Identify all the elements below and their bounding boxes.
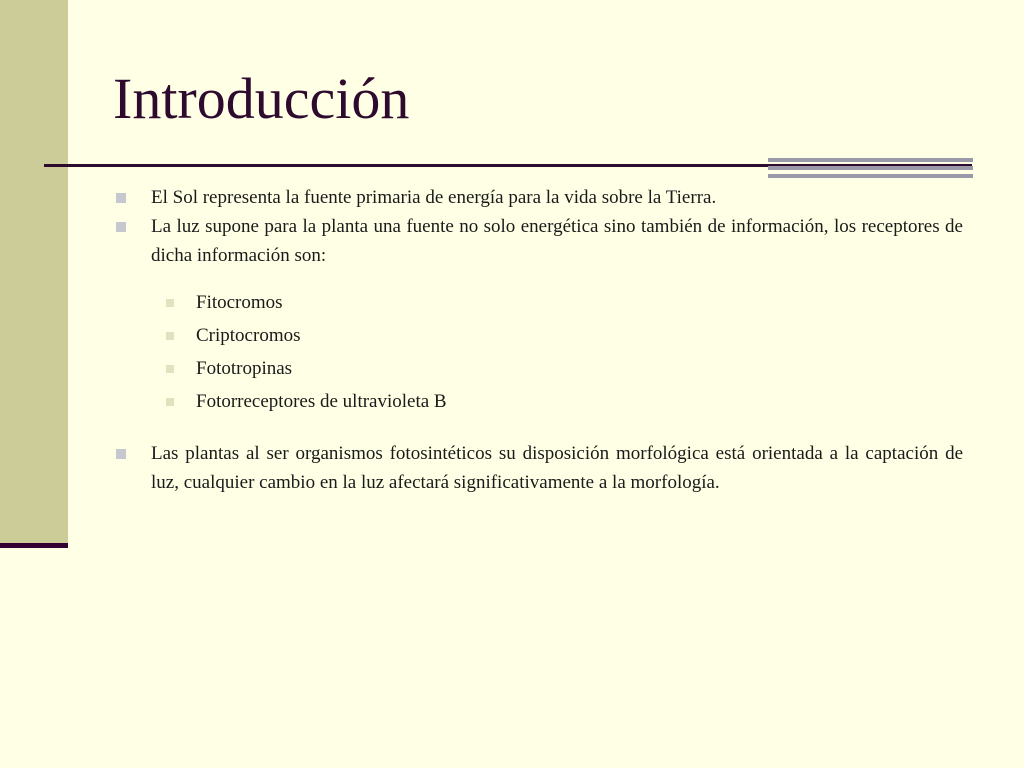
- bullet-item: [113, 183, 963, 212]
- sub-bullet-item: [113, 387, 963, 416]
- bullet-item: [113, 212, 963, 270]
- slide-title: Introducción: [113, 66, 410, 131]
- left-band-accent-line: [0, 543, 68, 548]
- sub-bullet-text: Fitocromos: [196, 292, 283, 313]
- square-bullet-icon: [116, 222, 126, 232]
- sub-bullet-text: Fototropinas: [196, 358, 293, 379]
- sub-bullet-text: Criptocromos: [196, 325, 301, 346]
- sub-bullet-item: [113, 354, 963, 383]
- sub-bullet-item: [113, 321, 963, 350]
- sub-bullet-item: [113, 288, 963, 317]
- bullet-text: La luz supone para la planta una fuente no solo energética sino también de información, los receptores de dicha información son:: [151, 216, 963, 266]
- square-bullet-icon: [166, 365, 174, 373]
- divider-accent: [768, 158, 973, 179]
- bullet-text: Las plantas al ser organismos fotosintéticos su disposición morfológica está orientada a la captación de luz, cualquier cambio en la luz afectará significativamente a la morfología.: [151, 443, 963, 493]
- square-bullet-icon: [116, 193, 126, 203]
- square-bullet-icon: [166, 398, 174, 406]
- sub-bullet-text: Fotorreceptores de ultravioleta B: [196, 391, 447, 412]
- square-bullet-icon: [166, 299, 174, 307]
- bullet-text: El Sol representa la fuente primaria de energía para la vida sobre la Tierra.: [151, 187, 717, 208]
- square-bullet-icon: [116, 449, 126, 459]
- left-decorative-band: [0, 0, 68, 548]
- square-bullet-icon: [166, 332, 174, 340]
- bullet-item: [113, 439, 963, 497]
- slide-body: [113, 183, 963, 497]
